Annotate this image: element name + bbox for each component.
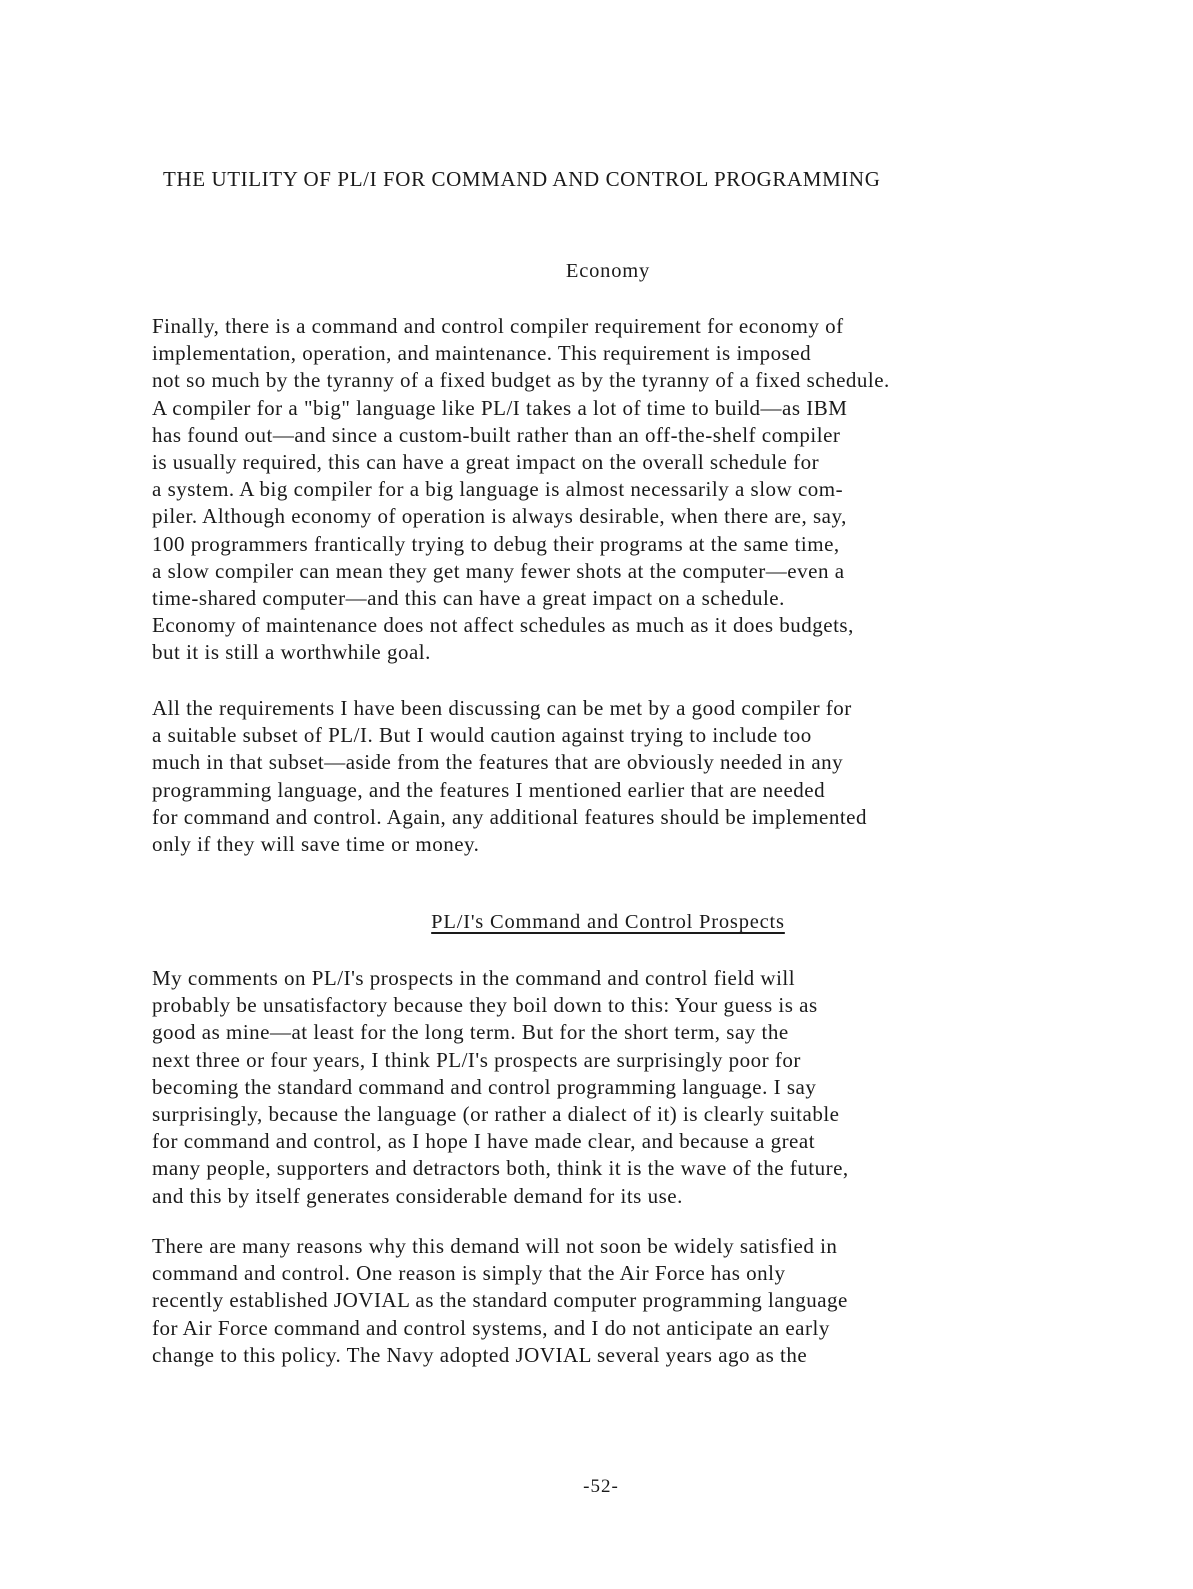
page-number: -52- [583, 1476, 619, 1497]
text-line: a slow compiler can mean they get many fewer shots at the computer—even a [152, 558, 845, 583]
text-line: but it is still a worthwhile goal. [152, 640, 431, 665]
text-line: a suitable subset of PL/I. But I would caution against trying to include too [152, 723, 812, 748]
paragraph-prospects-2 [152, 1233, 1152, 1369]
section-heading-prospects-text: PL/I's Command and Control Prospects [431, 911, 785, 933]
section-heading-economy: Economy [565, 260, 651, 282]
section-heading-prospects [0, 911, 1193, 934]
text-line: recently established JOVIAL as the standard computer programming language [152, 1288, 848, 1313]
text-line: command and control. One reason is simply that the Air Force has only [152, 1261, 786, 1286]
running-title: THE UTILITY OF PL/I FOR COMMAND AND CONTROL PROGRAMMING [163, 167, 881, 191]
text-line: not so much by the tyranny of a fixed budget as by the tyranny of a fixed schedule. [152, 368, 890, 393]
text-line: only if they will save time or money. [152, 831, 480, 856]
text-line: piler. Although economy of operation is always desirable, when there are, say, [152, 504, 847, 529]
text-line: All the requirements I have been discussing can be met by a good compiler for [152, 696, 852, 720]
text-line: has found out—and since a custom-built rather than an off-the-shelf compiler [152, 422, 841, 447]
text-line: Economy of maintenance does not affect schedules as much as it does budgets, [152, 613, 854, 638]
text-line: many people, supporters and detractors both, think it is the wave of the future, [152, 1156, 849, 1181]
text-line: much in that subset—aside from the features that are obviously needed in any [152, 750, 844, 775]
text-line: good as mine—at least for the long term. But for the short term, say the [152, 1020, 789, 1045]
text-line: becoming the standard command and control programming language. I say [152, 1074, 817, 1099]
text-line: My comments on PL/I's prospects in the command and control field will [152, 966, 796, 990]
text-line: 100 programmers frantically trying to debug their programs at the same time, [152, 531, 840, 556]
text-line: for command and control, as I hope I have made clear, and because a great [152, 1129, 816, 1154]
text-line: a system. A big compiler for a big language is almost necessarily a slow com- [152, 477, 844, 502]
text-line: next three or four years, I think PL/I's prospects are surprisingly poor for [152, 1047, 801, 1072]
text-line: surprisingly, because the language (or rather a dialect of it) is clearly suitable [152, 1101, 840, 1126]
text-line: for Air Force command and control systems, and I do not anticipate an early [152, 1315, 830, 1340]
paragraph-economy-1 [152, 313, 1152, 666]
text-line: time-shared computer—and this can have a great impact on a schedule. [152, 585, 785, 610]
text-line: probably be unsatisfactory because they boil down to this: Your guess is as [152, 993, 818, 1018]
text-line: programming language, and the features I mentioned earlier that are needed [152, 777, 826, 802]
text-line: There are many reasons why this demand will not soon be widely satisfied in [152, 1234, 838, 1258]
text-line: is usually required, this can have a great impact on the overall schedule for [152, 449, 820, 474]
paragraph-economy-2 [152, 695, 1152, 858]
text-line: for command and control. Again, any additional features should be implemented [152, 804, 867, 829]
text-line: change to this policy. The Navy adopted JOVIAL several years ago as the [152, 1342, 808, 1367]
text-line: Finally, there is a command and control compiler requirement for economy of [152, 314, 844, 338]
text-line: and this by itself generates considerable demand for its use. [152, 1183, 683, 1208]
text-line: A compiler for a "big" language like PL/I takes a lot of time to build—as IBM [152, 395, 848, 420]
paragraph-prospects-1 [152, 965, 1152, 1210]
text-line: implementation, operation, and maintenance. This requirement is imposed [152, 341, 812, 366]
